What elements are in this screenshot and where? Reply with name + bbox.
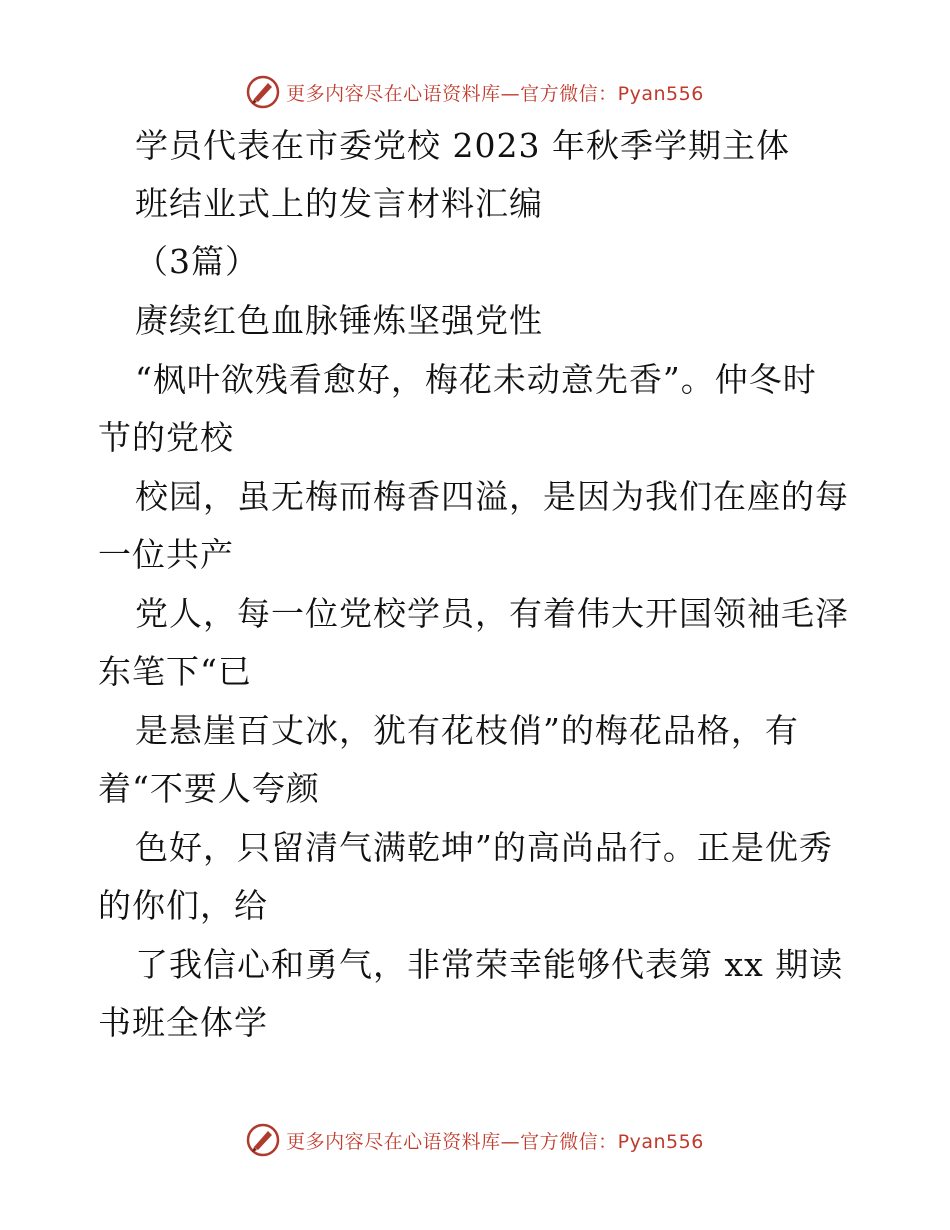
paragraph-line: 节的党校 (98, 418, 234, 457)
paragraph-line: 了我信心和勇气，非常荣幸能够代表第 xx 期读 (135, 945, 844, 984)
paragraph-line: 是悬崖百丈冰，犹有花枝俏”的梅花品格，有 (135, 711, 799, 750)
watermark-text: 更多内容尽在心语资料库—官方微信：Pyan556 (286, 82, 704, 105)
paragraph-line: “枫叶欲残看愈好，梅花未动意先香”。仲冬时 (135, 360, 817, 399)
title-line-1: 学员代表在市委党校 2023 年秋季学期主体 (135, 126, 790, 165)
paragraph-line: 的你们，给 (98, 886, 268, 925)
title-count: （3篇） (135, 242, 259, 281)
watermark-text: 更多内容尽在心语资料库—官方微信：Pyan556 (286, 1130, 704, 1153)
header-watermark (0, 72, 950, 112)
paragraph-line: 着“不要人夸颜 (98, 769, 320, 808)
paragraph-line: 一位共产 (98, 535, 234, 574)
paragraph-line: 党人，每一位党校学员，有着伟大开国领袖毛泽 (135, 594, 849, 633)
paragraph-line: 色好，只留清气满乾坤”的高尚品行。正是优秀 (135, 828, 833, 867)
pen-logo-icon (246, 1123, 280, 1157)
title-line-2: 班结业式上的发言材料汇编 (135, 184, 543, 223)
pen-logo-icon (246, 75, 280, 109)
paragraph-line: 东笔下“已 (98, 652, 252, 691)
section-heading: 赓续红色血脉锤炼坚强党性 (135, 301, 543, 340)
paragraph-line: 校园，虽无梅而梅香四溢，是因为我们在座的每 (135, 477, 849, 516)
paragraph-line: 书班全体学 (98, 1003, 268, 1042)
footer-watermark (0, 1120, 950, 1160)
